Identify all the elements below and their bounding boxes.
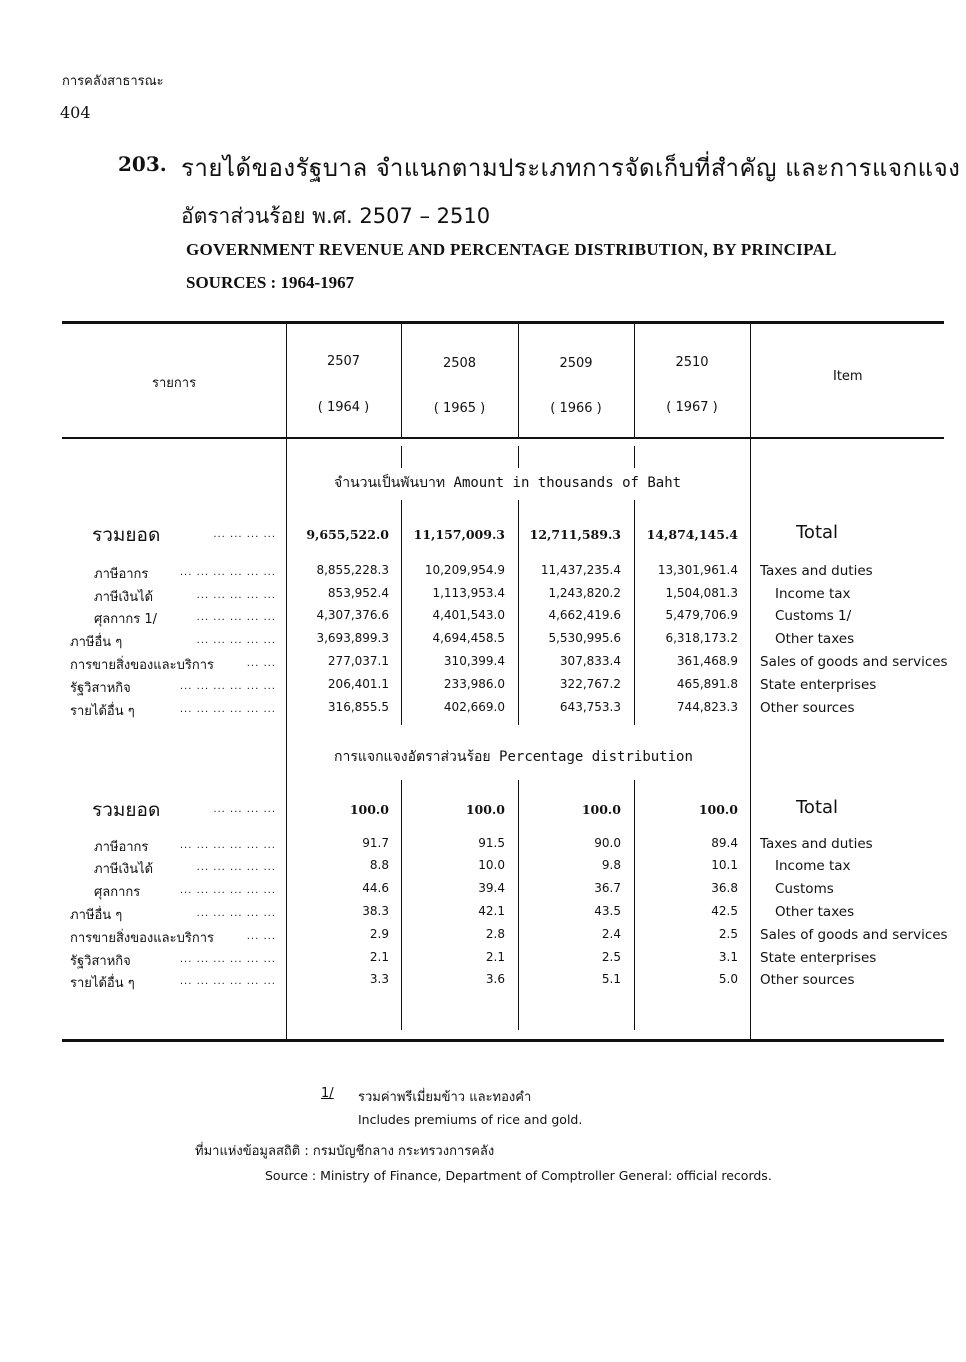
table-number: 203. <box>118 152 167 176</box>
table-cell-value: 206,401.1 <box>327 677 389 691</box>
table-cell-value: 100.0 <box>349 802 389 817</box>
table-cell-value: 4,401,543.0 <box>432 608 505 622</box>
table-row <box>0 586 966 608</box>
table-row <box>0 631 966 653</box>
title-thai-line2: อัตราส่วนร้อย พ.ศ. 2507 – 2510 <box>181 204 491 228</box>
table-cell-value: 1,504,081.3 <box>665 586 738 600</box>
table-row <box>0 654 966 676</box>
table-cell-value: 316,855.5 <box>327 700 389 714</box>
table-cell-value: 11,157,009.3 <box>413 527 505 542</box>
table-cell-value: 6,318,173.2 <box>665 631 738 645</box>
row-label-english: Total <box>796 522 839 543</box>
table-cell-value: 277,037.1 <box>327 654 389 668</box>
leader-dots: ... ... ... ... ... ... <box>179 885 276 896</box>
year-ce-header: ( 1964 ) <box>317 400 370 415</box>
year-be-header: 2509 <box>559 356 593 371</box>
table-cell-value: 8,855,228.3 <box>316 563 389 577</box>
header-divider <box>750 324 751 437</box>
table-cell-value: 9.8 <box>601 858 621 872</box>
row-label-thai: รัฐวิสาหกิจ <box>70 681 131 696</box>
leader-dots: ... ... ... ... ... <box>196 908 276 919</box>
row-label-thai: ภาษีอากร <box>94 567 149 582</box>
table-cell-value: 5,530,995.6 <box>548 631 621 645</box>
table-cell-value: 3.3 <box>369 972 389 986</box>
table-cell-value: 8.8 <box>369 858 389 872</box>
item-english-header: Item <box>833 369 863 384</box>
row-label-thai: ภาษีเงินได้ <box>94 862 154 877</box>
section-title-amount: จำนวนเป็นพันบาท Amount in thousands of Baht <box>334 475 682 491</box>
leader-dots: ... ... <box>246 931 276 942</box>
table-cell-value: 13,301,961.4 <box>657 563 738 577</box>
header-divider <box>518 324 519 437</box>
leader-dots: ... ... ... ... <box>213 804 276 815</box>
table-cell-value: 643,753.3 <box>559 700 621 714</box>
row-label-thai: ภาษีเงินได้ <box>94 590 154 605</box>
leader-dots: ... ... ... ... ... <box>196 612 276 623</box>
table-cell-value: 100.0 <box>581 802 621 817</box>
row-label-english: Customs 1/ <box>775 608 852 624</box>
table-cell-value: 91.7 <box>362 836 389 850</box>
leader-dots: ... ... ... ... ... ... <box>179 704 276 715</box>
table-bottom-rule <box>62 1039 944 1042</box>
table-cell-value: 2.9 <box>369 927 389 941</box>
leader-dots: ... ... ... ... ... <box>196 862 276 873</box>
table-cell-value: 4,662,419.6 <box>548 608 621 622</box>
table-row <box>0 797 966 822</box>
table-cell-value: 5.0 <box>718 972 738 986</box>
table-cell-value: 100.0 <box>698 802 738 817</box>
table-row <box>0 677 966 699</box>
column-divider <box>518 446 519 468</box>
row-label-english: Other sources <box>760 700 855 716</box>
source-english: Source : Ministry of Finance, Department of Comptroller General: official records. <box>265 1168 772 1183</box>
header-divider <box>634 324 635 437</box>
table-row <box>0 608 966 630</box>
table-cell-value: 4,307,376.6 <box>316 608 389 622</box>
column-divider <box>634 446 635 468</box>
title-english-line1: GOVERNMENT REVENUE AND PERCENTAGE DISTRIBUTION, BY PRINCIPAL <box>186 240 837 259</box>
table-cell-value: 4,694,458.5 <box>432 631 505 645</box>
table-top-rule <box>62 321 944 324</box>
table-cell-value: 100.0 <box>465 802 505 817</box>
row-label-thai: ศุลกากร 1/ <box>94 612 158 627</box>
table-cell-value: 853,952.4 <box>327 586 389 600</box>
row-label-english: Taxes and duties <box>760 836 873 852</box>
row-label-thai: ศุลกากร <box>94 885 141 900</box>
row-label-english: Total <box>796 797 839 818</box>
year-ce-header: ( 1965 ) <box>433 401 486 416</box>
table-cell-value: 90.0 <box>594 836 621 850</box>
leader-dots: ... ... <box>246 658 276 669</box>
column-divider <box>401 446 402 468</box>
table-cell-value: 310,399.4 <box>443 654 505 668</box>
leader-dots: ... ... ... ... ... ... <box>179 954 276 965</box>
table-cell-value: 744,823.3 <box>676 700 738 714</box>
table-cell-value: 322,767.2 <box>559 677 621 691</box>
row-label-thai: ภาษีอื่น ๆ <box>70 908 123 923</box>
table-cell-value: 10.1 <box>711 858 738 872</box>
table-cell-value: 36.7 <box>594 881 621 895</box>
table-cell-value: 2.8 <box>485 927 505 941</box>
page-number: 404 <box>60 103 91 122</box>
year-be-header: 2508 <box>442 356 477 371</box>
table-cell-value: 3.1 <box>718 950 738 964</box>
row-label-thai: การขายสิ่งของและบริการ <box>70 658 214 673</box>
table-row <box>0 858 966 880</box>
table-cell-value: 91.5 <box>478 836 505 850</box>
table-cell-value: 42.1 <box>478 904 505 918</box>
table-cell-value: 3.6 <box>485 972 505 986</box>
table-cell-value: 233,986.0 <box>443 677 505 691</box>
table-row <box>0 927 966 949</box>
table-cell-value: 9,655,522.0 <box>306 527 389 542</box>
table-cell-value: 12,711,589.3 <box>529 527 621 542</box>
table-cell-value: 361,468.9 <box>676 654 738 668</box>
title-thai-line1: รายได้ของรัฐบาล จำแนกตามประเภทการจัดเก็บที่สำคัญ และการแจกแจง <box>181 154 961 182</box>
table-row <box>0 563 966 585</box>
row-label-thai: ภาษีอื่น ๆ <box>70 635 123 650</box>
table-cell-value: 14,874,145.4 <box>646 527 738 542</box>
table-row <box>0 700 966 722</box>
table-row <box>0 950 966 972</box>
row-label-thai: รวมยอด <box>92 799 161 821</box>
source-thai: ที่มาแห่งข้อมูลสถิติ : กรมบัญชีกลาง กระทรวงการคลัง <box>195 1144 495 1159</box>
year-ce-header: ( 1967 ) <box>666 400 718 415</box>
table-cell-value: 402,669.0 <box>443 700 505 714</box>
table-cell-value: 10,209,954.9 <box>424 563 505 577</box>
table-row <box>0 881 966 903</box>
row-label-english: State enterprises <box>760 677 877 693</box>
leader-dots: ... ... ... ... ... <box>196 635 276 646</box>
table-cell-value: 2.1 <box>485 950 505 964</box>
table-cell-value: 5.1 <box>601 972 621 986</box>
leader-dots: ... ... ... ... ... ... <box>179 976 276 987</box>
header-divider <box>401 324 402 437</box>
header-divider <box>286 324 287 437</box>
row-label-thai: รัฐวิสาหกิจ <box>70 954 131 969</box>
table-cell-value: 2.1 <box>369 950 389 964</box>
table-cell-value: 465,891.8 <box>676 677 738 691</box>
row-label-english: Other taxes <box>775 904 855 920</box>
row-label-english: Customs <box>775 881 834 897</box>
leader-dots: ... ... ... ... ... ... <box>179 840 276 851</box>
leader-dots: ... ... ... ... ... ... <box>179 681 276 692</box>
row-label-english: Other sources <box>760 972 855 988</box>
table-cell-value: 38.3 <box>362 904 389 918</box>
row-label-english: Income tax <box>775 858 851 874</box>
row-label-english: State enterprises <box>760 950 877 966</box>
table-cell-value: 5,479,706.9 <box>665 608 738 622</box>
table-cell-value: 2.5 <box>718 927 738 941</box>
footnote-english: Includes premiums of rice and gold. <box>358 1112 583 1127</box>
table-cell-value: 43.5 <box>594 904 621 918</box>
table-row <box>0 836 966 858</box>
row-label-thai: การขายสิ่งของและบริการ <box>70 931 214 946</box>
leader-dots: ... ... ... ... ... ... <box>179 567 276 578</box>
table-cell-value: 2.4 <box>601 927 621 941</box>
year-ce-header: ( 1966 ) <box>550 401 602 416</box>
table-cell-value: 1,243,820.2 <box>548 586 621 600</box>
row-label-english: Other taxes <box>775 631 855 647</box>
table-cell-value: 44.6 <box>362 881 389 895</box>
row-label-english: Sales of goods and services <box>760 654 948 670</box>
title-english-line2: SOURCES : 1964-1967 <box>186 273 355 292</box>
table-cell-value: 39.4 <box>478 881 505 895</box>
table-row <box>0 522 966 547</box>
table-cell-value: 10.0 <box>478 858 505 872</box>
table-cell-value: 89.4 <box>711 836 738 850</box>
section-title-percentage: การแจกแจงอัตราส่วนร้อย Percentage distribution <box>334 749 693 765</box>
table-cell-value: 36.8 <box>711 881 738 895</box>
row-label-english: Sales of goods and services <box>760 927 948 943</box>
running-header: การคลังสาธารณะ <box>62 74 164 89</box>
row-label-thai: ภาษีอากร <box>94 840 149 855</box>
table-cell-value: 11,437,235.4 <box>540 563 621 577</box>
row-label-thai: รวมยอด <box>92 524 161 546</box>
year-be-header: 2510 <box>675 355 709 370</box>
item-thai-header: รายการ <box>152 376 197 391</box>
table-cell-value: 307,833.4 <box>559 654 621 668</box>
table-row <box>0 972 966 994</box>
leader-dots: ... ... ... ... ... <box>196 590 276 601</box>
table-cell-value: 2.5 <box>601 950 621 964</box>
table-cell-value: 42.5 <box>711 904 738 918</box>
row-label-english: Taxes and duties <box>760 563 873 579</box>
table-cell-value: 3,693,899.3 <box>316 631 389 645</box>
footnote-thai: รวมค่าพรีเมี่ยมข้าว และทองคำ <box>358 1090 532 1105</box>
table-cell-value: 1,113,953.4 <box>432 586 505 600</box>
leader-dots: ... ... ... ... <box>213 529 276 540</box>
row-label-english: Income tax <box>775 586 851 602</box>
footnote-marker: 1/ <box>321 1086 334 1101</box>
table-row <box>0 904 966 926</box>
row-label-thai: รายได้อื่น ๆ <box>70 704 135 719</box>
header-bottom-rule <box>62 437 944 439</box>
row-label-thai: รายได้อื่น ๆ <box>70 976 135 991</box>
year-be-header: 2507 <box>326 354 361 369</box>
